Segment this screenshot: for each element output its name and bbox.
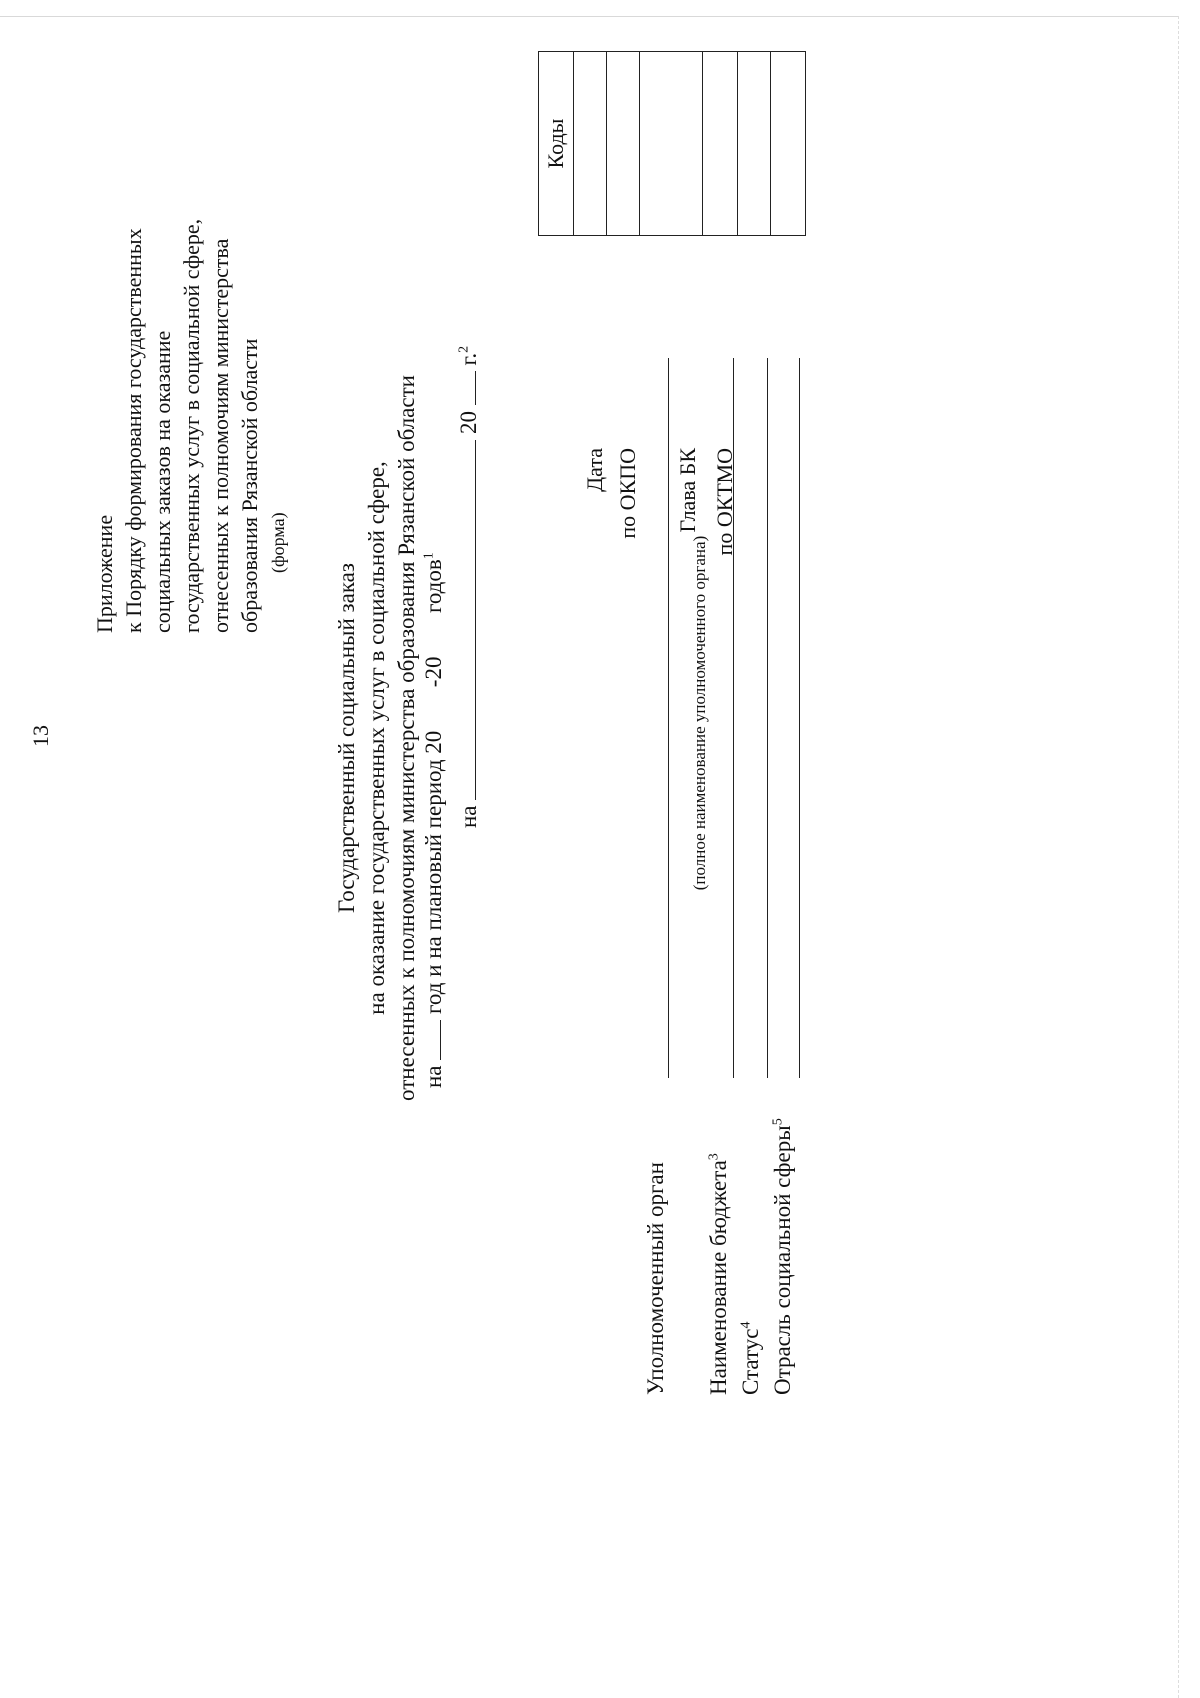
footnote-mark: 5: [770, 1118, 786, 1126]
period-text: год и на плановый период 20: [421, 730, 446, 1014]
date-line: [455, 346, 482, 828]
title-line: отнесенных к полномочиям министерства образования Рязанской области: [394, 375, 419, 1101]
codes-cell-oktmo[interactable]: [703, 52, 738, 236]
period-line: [420, 552, 447, 1088]
codes-cell-sector[interactable]: [771, 52, 806, 236]
period-prefix: на: [421, 1065, 446, 1088]
authority-line[interactable]: [668, 358, 669, 1078]
status-line[interactable]: [767, 358, 768, 1078]
codes-cell-date[interactable]: [573, 52, 606, 236]
codes-table: [538, 51, 806, 236]
document-title: [332, 318, 422, 1158]
codes-label-glava-bk: Глава БК: [675, 448, 700, 533]
footnote-mark: 2: [456, 345, 472, 353]
authority-label: Уполномоченный орган: [643, 1162, 668, 1395]
period-suffix: годов: [421, 559, 446, 614]
appendix-block: [90, 219, 293, 633]
budget-label: Наименование бюджета$^3$: [706, 1153, 731, 1395]
codes-cell-okpo[interactable]: [606, 52, 639, 236]
year-blank: [420, 1020, 441, 1060]
codes-label-date: Дата: [582, 448, 607, 492]
sector-label: Отрасль социальной сферы$^5$: [770, 1118, 795, 1395]
title-line: Государственный социальный заказ: [334, 563, 359, 913]
appendix-line: отнесенных к полномочиям министерства: [208, 238, 233, 633]
page-number: 13: [28, 725, 53, 747]
appendix-line: государственных услуг в социальной сфере,: [179, 218, 204, 633]
date-year-blank: [455, 371, 476, 405]
date-blank: [455, 440, 476, 800]
sector-line[interactable]: [799, 358, 800, 1078]
codes-header: Коды: [539, 52, 574, 236]
status-label: Статус$^4$: [738, 1321, 763, 1395]
codes-cell-status[interactable]: [738, 52, 771, 236]
title-line: на оказание государственных услуг в социальной сфере,: [364, 461, 389, 1015]
codes-label-okpo: по ОКПО: [615, 448, 640, 539]
codes-cell-glava-bk[interactable]: [639, 52, 703, 236]
date-year: 20: [456, 410, 481, 434]
budget-line[interactable]: [733, 358, 734, 1078]
appendix-line: социальных заказов на оказание: [150, 330, 175, 633]
authority-caption: (полное наименование уполномоченного органа): [690, 535, 709, 891]
appendix-line: Приложение: [92, 514, 117, 633]
codes-label-oktmo: по ОКТМО: [712, 448, 737, 556]
date-suffix: г.: [456, 352, 481, 366]
footnote-mark: 1: [421, 552, 437, 560]
appendix-line: к Порядку формирования государственных: [121, 228, 146, 633]
footnote-mark: 4: [738, 1321, 754, 1329]
date-prefix: на: [456, 805, 481, 828]
period-dash: -20: [421, 656, 446, 688]
appendix-line: образования Рязанской области: [237, 338, 262, 633]
form-mark: (форма): [268, 512, 288, 573]
footnote-mark: 3: [706, 1153, 722, 1161]
